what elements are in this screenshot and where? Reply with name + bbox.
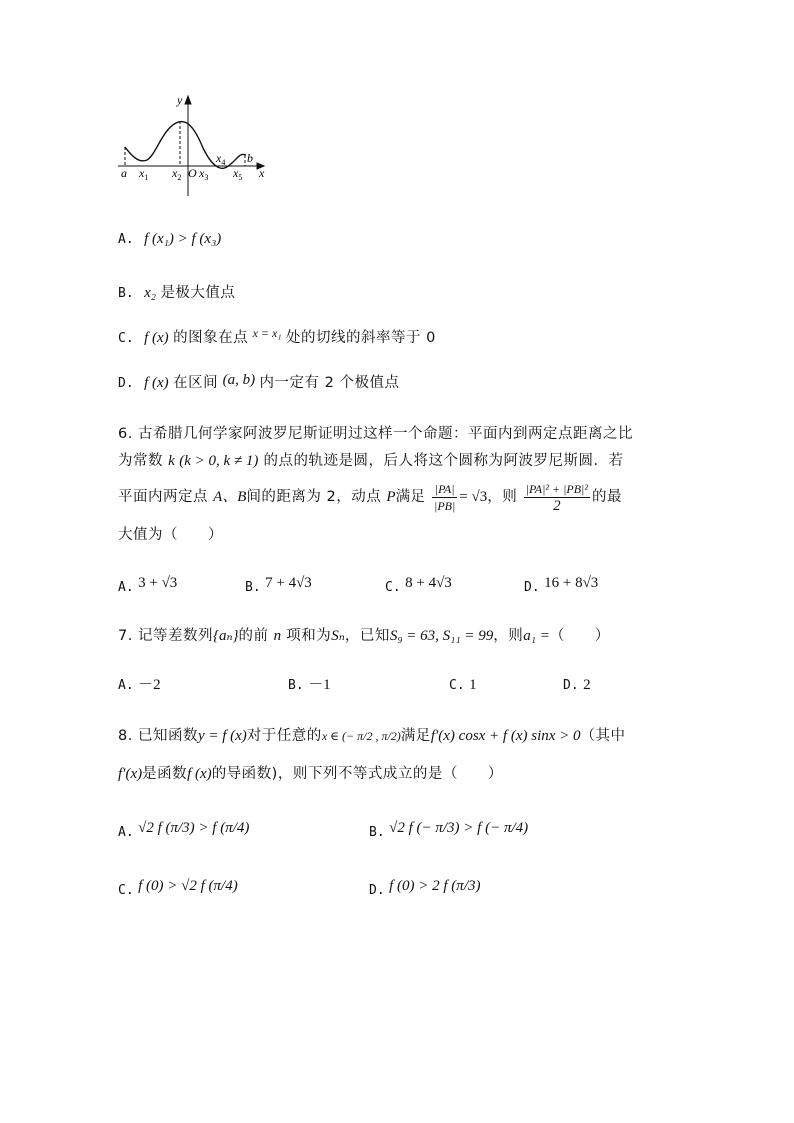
q8-text: 对于任意的 [246, 728, 322, 744]
q7-text: 7. 记等差数列 [118, 628, 213, 644]
q7-option-a [118, 676, 161, 695]
q6-text: 的最 [591, 489, 622, 505]
option-label: B. [245, 580, 261, 595]
option-text: 的图象在点 [173, 330, 249, 346]
curve [125, 122, 246, 169]
option-value: 2 [583, 677, 591, 693]
label-x2: $x_2$ [172, 166, 182, 182]
option-value: 1 [469, 677, 477, 693]
q6-text: 的点的轨迹是圆，后人将这个圆称为阿波罗尼斯圆．若 [258, 453, 624, 469]
q6-math: k [168, 453, 175, 469]
q6-option-c [385, 575, 452, 597]
label-a: a [121, 166, 127, 180]
q6-text: 为常数 [118, 453, 169, 469]
q7-option-c [449, 676, 477, 695]
option-label: D. [118, 376, 134, 391]
option-math: x = x₁ [252, 326, 282, 340]
q8-option-a [118, 820, 250, 842]
q6-option-b [245, 575, 312, 597]
q6-math: (k > 0, k ≠ 1) [179, 453, 259, 469]
q6-options [118, 575, 678, 602]
q8-option-b [369, 820, 529, 842]
y-axis-arrow [185, 96, 191, 104]
q7-stem [118, 627, 610, 645]
q6-fraction-sum [524, 481, 590, 514]
q6-line-1: 6. 古希腊几何学家阿波罗尼斯证明过这样一个命题：平面内到两定点距离之比 [118, 426, 633, 442]
q6-math: = √3 [459, 489, 488, 505]
q6-option-d [524, 575, 599, 597]
option-math: √2 f (− π/3) > f (− π/4) [389, 820, 529, 836]
q7-text: 项和为 [281, 628, 332, 644]
fraction-denominator: 2 [553, 497, 561, 514]
q7-math: n [273, 628, 282, 644]
q7-text: ，则 [493, 628, 524, 644]
q6-text: 平面内两定点 [118, 489, 214, 505]
option-math: (a, b) [222, 372, 256, 388]
q6-option-a [118, 575, 178, 597]
q8-options-row-2 [118, 878, 678, 905]
option-math: f (x) [144, 375, 169, 391]
q6-math: A、B [213, 489, 247, 505]
fraction-numerator: |PA| [432, 481, 457, 498]
q5-option-d [118, 374, 400, 393]
function-graph [0, 0, 794, 210]
option-label: A. [118, 825, 134, 840]
q6-text: 满足 [395, 489, 426, 505]
option-label: C. [385, 580, 401, 595]
option-math: 16 + 8√3 [544, 575, 599, 591]
q8-text: 8. 已知函数 [118, 728, 198, 744]
option-value: －1 [308, 677, 331, 693]
option-label: A. [118, 232, 134, 247]
q8-stem-line-2 [118, 765, 503, 783]
option-label: C. [449, 678, 465, 693]
option-math: f (x) [144, 330, 169, 346]
q5-option-b [118, 284, 235, 303]
q7-math: {aₙ} [212, 628, 239, 644]
q6-text: 间的距离为 2，动点 [246, 489, 387, 505]
q8-text: 满足 [400, 728, 431, 744]
option-text: 处的切线的斜率等于 0 [285, 330, 436, 346]
fraction-denominator: |PB| [434, 498, 456, 513]
option-label: C. [118, 331, 134, 346]
option-value: －2 [138, 677, 161, 693]
option-math: f (x₁) > f (x₃) [144, 231, 222, 247]
option-math: √2 f (π/3) > f (π/4) [138, 820, 250, 836]
q8-math: f′(x) cosx + f (x) sinx > 0 [430, 728, 581, 744]
label-x3: $x_3$ [199, 166, 209, 182]
option-label: D. [524, 580, 540, 595]
label-x: x [259, 166, 265, 180]
q8-math: f (x) [187, 766, 212, 782]
q8-option-d [369, 878, 481, 900]
q8-text: （其中 [580, 728, 626, 744]
q6-math: P [386, 489, 396, 505]
option-math: x₂ [144, 285, 156, 301]
option-label: B. [369, 825, 385, 840]
q5-option-a [118, 230, 221, 249]
q7-options [118, 676, 678, 698]
q5-option-c [118, 326, 436, 348]
q6-fraction-ratio [432, 481, 457, 514]
option-math: f (0) > 2 f (π/3) [389, 878, 481, 894]
label-y: y [177, 93, 183, 107]
option-label: D. [563, 678, 579, 693]
q6-line-4: 大值为（ ） [118, 527, 223, 543]
option-math: 3 + √3 [138, 575, 178, 591]
fraction-numerator: |PA|² + |PB|² [525, 481, 588, 496]
q8-text: 的导函数)，则下列不等式成立的是（ ） [211, 766, 503, 782]
option-math: 8 + 4√3 [405, 575, 452, 591]
option-label: C. [118, 883, 134, 898]
q8-options-row-1 [118, 820, 678, 847]
option-label: B. [288, 678, 304, 693]
option-text: 内一定有 2 个极值点 [259, 375, 400, 391]
option-label: B. [118, 286, 134, 301]
option-text: 在区间 [173, 375, 219, 391]
q7-math: S₉ = 63, S₁₁ = 99 [389, 628, 494, 644]
q7-math: a₁ = [523, 628, 550, 644]
q6-line-3 [118, 480, 622, 514]
q8-math: f′(x) [118, 766, 143, 782]
q7-text: （ ） [549, 628, 610, 644]
label-x1: $x_1$ [139, 166, 149, 182]
option-text: 是极大值点 [160, 285, 236, 301]
q8-math: x ∈ (− π/2 , π/2) [321, 729, 401, 743]
q7-option-b [288, 676, 331, 695]
q6-text: ，则 [487, 489, 518, 505]
q7-text: ，已知 [344, 628, 390, 644]
q8-math: y = f (x) [197, 728, 247, 744]
q7-text: 的前 [238, 628, 274, 644]
q8-stem-line-1 [118, 727, 626, 745]
label-x5: $x_5$ [233, 166, 243, 182]
option-math: f (0) > √2 f (π/4) [138, 878, 238, 894]
q8-option-c [118, 878, 238, 900]
label-o: O [188, 166, 197, 180]
option-math: 7 + 4√3 [265, 575, 312, 591]
q7-option-d [563, 676, 591, 695]
label-x4: $x_4$ [216, 151, 226, 167]
label-b: b [247, 151, 253, 165]
option-label: A. [118, 678, 134, 693]
option-label: D. [369, 883, 385, 898]
option-label: A. [118, 580, 134, 595]
q8-text: 是函数 [142, 766, 188, 782]
q6-line-2 [118, 452, 624, 470]
q7-math: Sₙ [331, 628, 345, 644]
